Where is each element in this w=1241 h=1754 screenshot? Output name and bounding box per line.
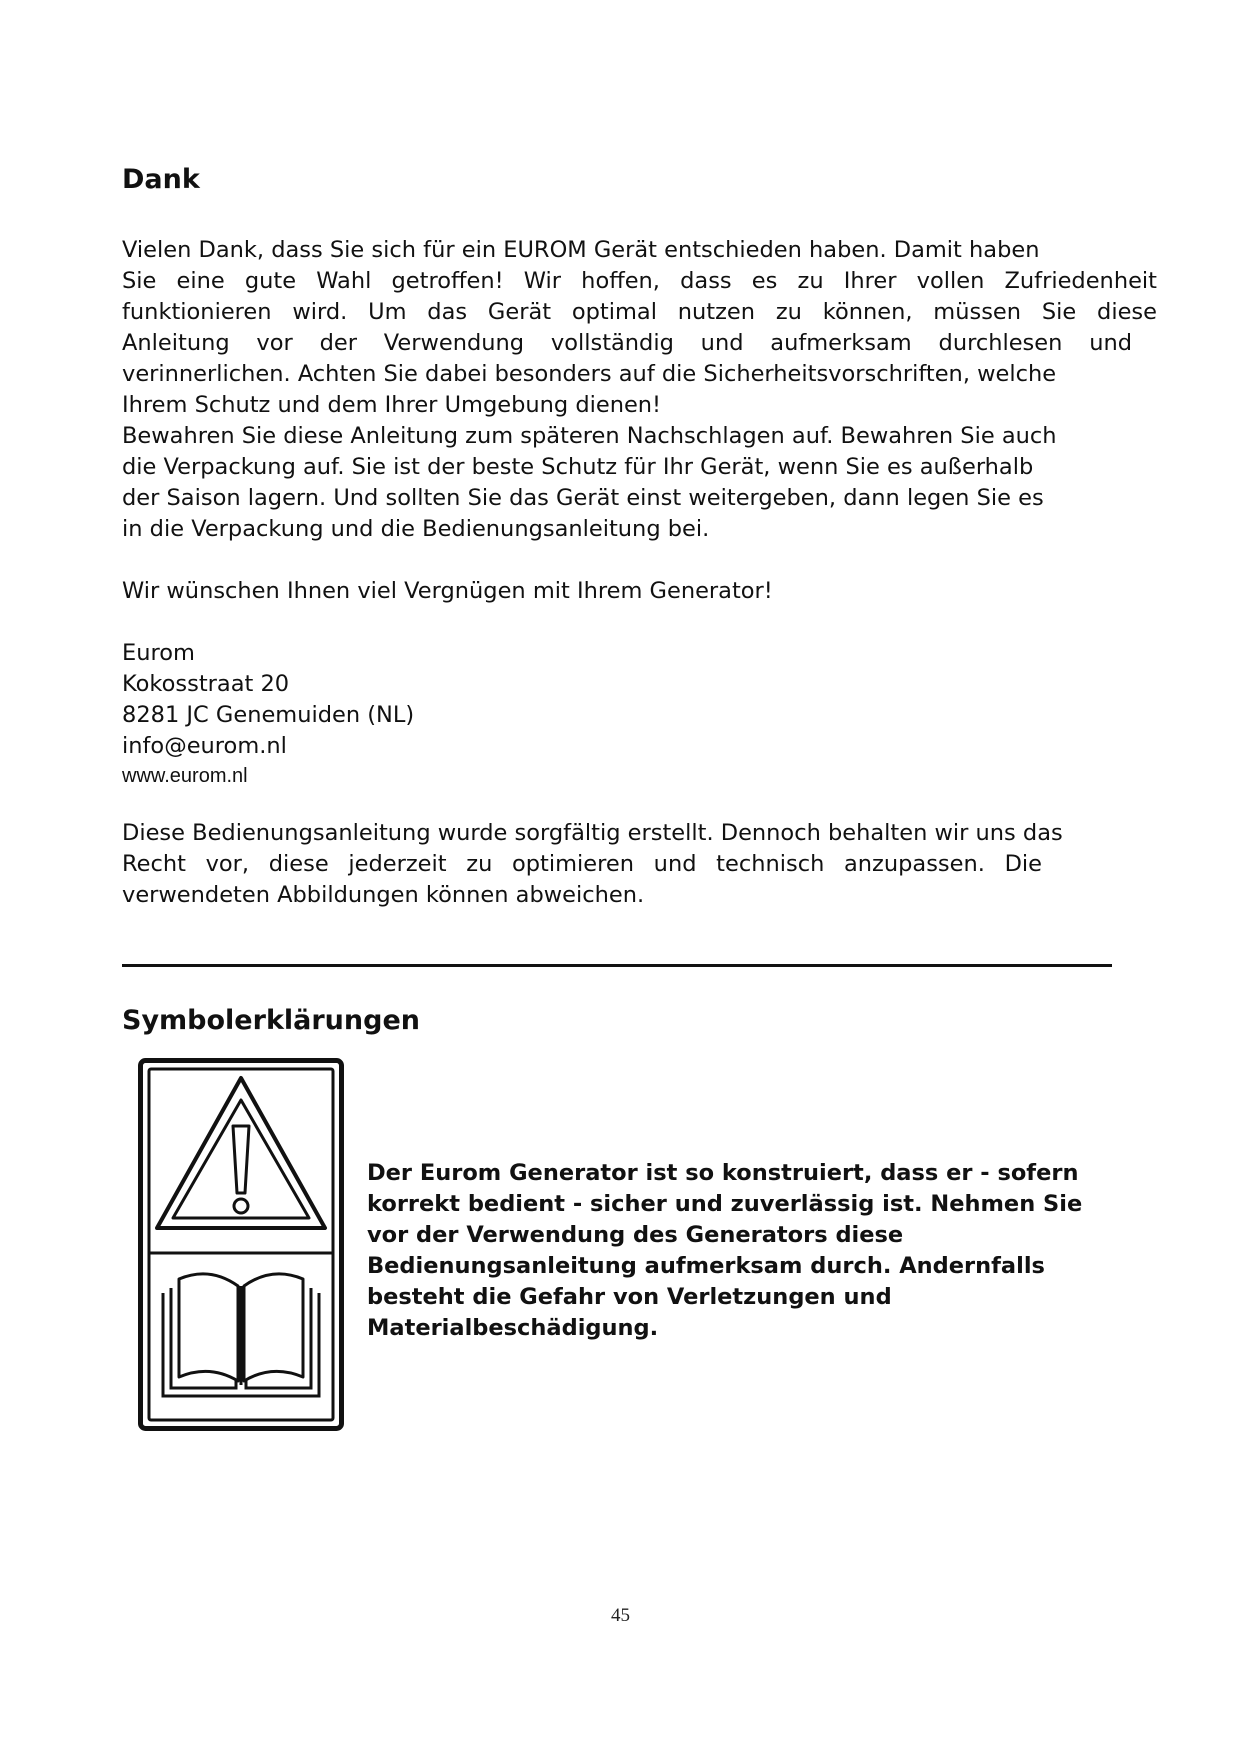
symbol-text-line: vor der Verwendung des Generators diese bbox=[367, 1222, 904, 1248]
intro-line: Vielen Dank, dass Sie sich für ein EUROM Gerät entschieden haben. Damit haben bbox=[122, 237, 1040, 263]
address-website[interactable]: www.eurom.nl bbox=[122, 765, 248, 787]
section-title-symbols: Symbolerklärungen bbox=[122, 1005, 420, 1036]
symbol-text-line: Bedienungsanleitung aufmerksam durch. Andernfalls bbox=[367, 1253, 1045, 1279]
intro-line: in die Verpackung und die Bedienungsanleitung bei. bbox=[122, 516, 710, 542]
address-street: Kokosstraat 20 bbox=[122, 671, 290, 697]
address-block bbox=[122, 638, 1157, 790]
intro-line: der Saison lagern. Und sollten Sie das Gerät einst weitergeben, dann legen Sie es bbox=[122, 485, 1044, 511]
disclaimer-paragraph bbox=[122, 818, 1122, 911]
wish-line: Wir wünschen Ihnen viel Vergnügen mit Ihrem Generator! bbox=[122, 578, 773, 604]
disclaimer-line: Diese Bedienungsanleitung wurde sorgfältig erstellt. Dennoch behalten wir uns das bbox=[122, 820, 1063, 846]
intro-line: die Verpackung auf. Sie ist der beste Schutz für Ihr Gerät, wenn Sie es außerhalb bbox=[122, 454, 1034, 480]
intro-line: Bewahren Sie diese Anleitung zum späteren Nachschlagen auf. Bewahren Sie auch bbox=[122, 423, 1057, 449]
page-number: 45 bbox=[611, 1605, 630, 1626]
disclaimer-line: Recht vor, diese jederzeit zu optimieren und technisch anzupassen. Die bbox=[122, 851, 1042, 877]
symbol-text-line: besteht die Gefahr von Verletzungen und bbox=[367, 1284, 892, 1310]
address-email[interactable]: info@eurom.nl bbox=[122, 733, 287, 759]
symbol-text-line: Materialbeschädigung. bbox=[367, 1315, 659, 1341]
disclaimer-line: verwendeten Abbildungen können abweichen. bbox=[122, 882, 645, 908]
symbol-text-line: Der Eurom Generator ist so konstruiert, dass er - sofern bbox=[367, 1160, 1079, 1186]
symbol-explanation bbox=[367, 1158, 1127, 1344]
address-city: 8281 JC Genemuiden (NL) bbox=[122, 702, 415, 728]
intro-paragraph bbox=[122, 235, 1157, 545]
address-company: Eurom bbox=[122, 640, 195, 666]
safety-symbol-panel bbox=[138, 1058, 344, 1431]
intro-line: Anleitung vor der Verwendung vollständig und aufmerksam durchlesen und bbox=[122, 330, 1132, 356]
section-divider bbox=[122, 964, 1112, 967]
intro-line: Sie eine gute Wahl getroffen! Wir hoffen, dass es zu Ihrer vollen Zufriedenheit bbox=[122, 268, 1157, 294]
section-title-thanks: Dank bbox=[122, 164, 200, 195]
symbol-text-line: korrekt bedient - sicher und zuverlässig ist. Nehmen Sie bbox=[367, 1191, 1083, 1217]
intro-line: verinnerlichen. Achten Sie dabei besonders auf die Sicherheitsvorschriften, welche bbox=[122, 361, 1057, 387]
intro-line: Ihrem Schutz und dem Ihrer Umgebung dienen! bbox=[122, 392, 662, 418]
intro-line: funktionieren wird. Um das Gerät optimal nutzen zu können, müssen Sie diese bbox=[122, 299, 1157, 325]
